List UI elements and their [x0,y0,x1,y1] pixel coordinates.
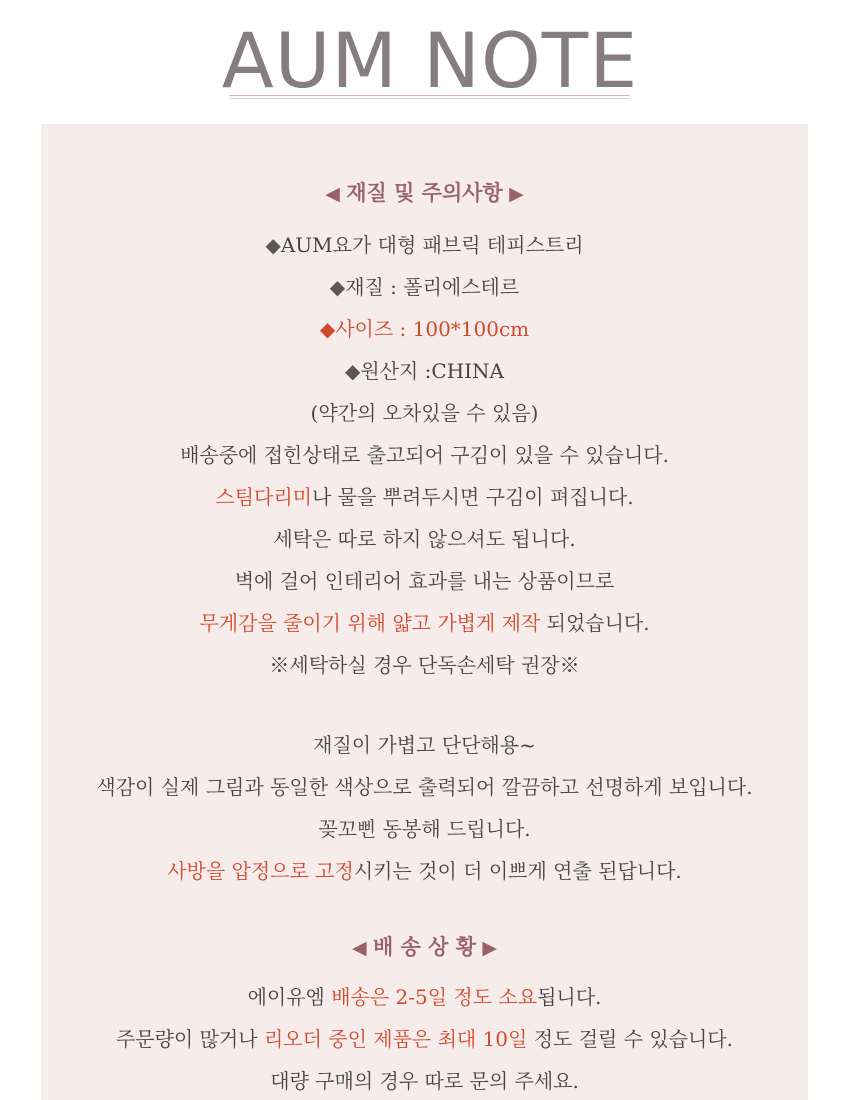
left-triangle-icon: ◀ [325,183,340,205]
note-wrinkle: 배송중에 접힌상태로 출고되어 구김이 있을 수 있습니다. [180,443,669,467]
left-triangle-icon: ◀ [351,937,367,959]
shipping-line-2-post: 정도 걸릴 수 있습니다. [527,1027,734,1051]
brand-title: AUM NOTE [221,16,639,105]
diamond-icon: ◆ [319,317,336,341]
feature-pins: 꽂꼬삔 동봉해 드립니다. [318,817,531,841]
brand-underline [229,95,629,96]
material-heading [41,178,808,209]
shipping-line-1-post: 됩니다. [537,985,602,1009]
note-wall: 벽에 걸어 인테리어 효과를 내는 상품이므로 [234,569,615,593]
product-info-panel [41,124,808,1100]
note-wash: 세탁은 따로 하지 않으셔도 됩니다. [273,527,576,551]
shipping-line-2 [41,1024,808,1054]
feature-fix [41,856,808,886]
note-steam-rest: 나 물을 뿌려두시면 구김이 펴집니다. [312,485,634,509]
shipping-line-1-highlight: 배송은 2-5일 정도 소요 [331,985,538,1009]
item-origin-text: 원산지 :CHINA [360,359,505,383]
diamond-icon: ◆ [329,275,346,299]
feature-fix-rest: 시키는 것이 더 이쁘게 연출 된답니다. [353,859,682,883]
shipping-line-1 [41,982,808,1012]
item-size-text: 사이즈 : 100*100cm [335,317,530,341]
note-tolerance: (약간의 오차있을 수 있음) [310,401,539,425]
diamond-icon: ◆ [265,233,281,257]
item-product [41,230,808,260]
item-product-text: AUM요가 대형 패브릭 테피스트리 [280,233,584,257]
shipping-line-3: 대량 구매의 경우 따로 문의 주세요. [270,1069,579,1093]
note-weight-rest: 되었습니다. [540,611,650,635]
feature-light: 재질이 가볍고 단단해용~ [313,733,536,757]
item-size [41,314,808,344]
shipping-heading-text: 배 송 상 황 [372,934,477,959]
feature-color: 색감이 실제 그림과 동일한 색상으로 출력되어 깔끔하고 선명하게 보입니다. [96,775,753,799]
note-steam [41,482,808,512]
right-triangle-icon: ▶ [509,183,524,205]
item-origin [41,356,808,386]
note-weight [41,608,808,638]
brand-underline-secondary [229,98,629,99]
right-triangle-icon: ▶ [482,937,498,959]
feature-fix-highlight: 사방을 압정으로 고정 [167,859,354,883]
note-handwash: ※세탁하실 경우 단독손세탁 권장※ [269,653,580,677]
diamond-icon: ◆ [344,359,361,383]
shipping-heading [41,932,808,963]
note-steam-highlight: 스팀다리미 [215,485,312,509]
shipping-line-2-highlight: 리오더 중인 제품은 최대 10일 [263,1027,528,1051]
shipping-line-1-pre: 에이유엠 [247,985,332,1009]
shipping-line-2-pre: 주문량이 많거나 [115,1027,264,1051]
item-material [41,272,808,302]
material-heading-text: 재질 및 주의사항 [346,180,503,205]
item-material-text: 재질 : 폴리에스테르 [345,275,520,299]
note-weight-highlight: 무게감을 줄이기 위해 얇고 가볍게 제작 [199,611,541,635]
